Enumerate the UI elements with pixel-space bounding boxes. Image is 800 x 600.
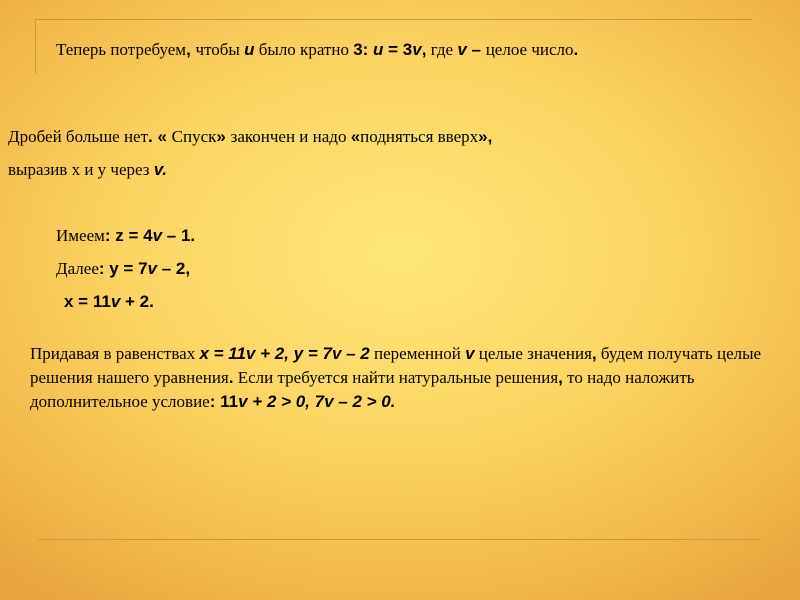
text-fragment: : z = 4: [104, 226, 153, 245]
text-fragment: ,: [186, 40, 196, 59]
text-fragment: «: [350, 127, 361, 146]
text-fragment: + 2.: [120, 292, 154, 311]
variable-v: v: [110, 292, 121, 311]
formula: v + 2 > 0, 7v – 2 > 0.: [238, 392, 396, 411]
text-fragment: –: [466, 40, 486, 59]
formula: x = 11v + 2, y = 7v – 2: [199, 344, 370, 363]
text-fragment: x = 11: [64, 292, 111, 311]
text-fragment: закончен и надо: [230, 127, 351, 146]
text-fragment: .: [573, 40, 579, 59]
text-fragment: переменной: [369, 344, 466, 363]
text-fragment: : y = 7: [98, 259, 148, 278]
text-fragment: целые значения: [474, 344, 592, 363]
text-fragment: – 2,: [157, 259, 191, 278]
equation-y: [56, 259, 190, 279]
text-fragment: было кратно: [254, 40, 354, 59]
text-fragment: чтобы: [195, 40, 245, 59]
text-fragment: Имеем: [56, 226, 105, 245]
variable-u: u: [244, 40, 255, 59]
text-fragment: где: [426, 40, 458, 59]
top-rule: [35, 19, 752, 20]
text-fragment: – 1.: [162, 226, 196, 245]
equation-z: [56, 226, 195, 246]
express-line: [8, 160, 167, 180]
variable-u: u: [373, 40, 384, 59]
text-fragment: Если требуется найти натуральные решения: [233, 368, 559, 387]
text-fragment: = 3: [383, 40, 413, 59]
text-fragment: ,: [558, 368, 563, 387]
text-fragment: подняться вверх: [360, 127, 479, 146]
variable-v: v: [465, 344, 475, 363]
text-fragment: целое число: [485, 40, 574, 59]
variable-v: v: [412, 40, 422, 59]
text-fragment: ,: [421, 40, 427, 59]
variable-v: v: [457, 40, 467, 59]
text-fragment: ,: [591, 344, 597, 363]
text-fragment: »,: [478, 127, 493, 146]
text-fragment: Далее: [56, 259, 99, 278]
text-fragment: Теперь потребуем: [56, 40, 187, 59]
statement-line: [56, 40, 578, 60]
text-fragment: »: [216, 127, 231, 146]
text-fragment: Придавая в равенствах: [30, 344, 200, 363]
variable-v: v.: [153, 160, 167, 179]
descent-line: [8, 127, 492, 147]
text-fragment: 3:: [353, 40, 374, 59]
bottom-rule: [38, 539, 760, 540]
text-fragment: выразив х и у через: [8, 160, 154, 179]
variable-v: v: [152, 226, 163, 245]
text-fragment: .: [228, 368, 234, 387]
conclusion-paragraph: [30, 342, 790, 414]
left-rule: [35, 19, 36, 74]
text-fragment: Спуск: [171, 127, 217, 146]
variable-v: v: [147, 259, 158, 278]
text-fragment: будем получать целые решения нашего уравнения: [30, 344, 762, 387]
text-fragment: Дробей больше нет: [8, 127, 149, 146]
text-fragment: 11: [215, 392, 239, 411]
text-fragment: то надо наложить дополнительное условие: [30, 368, 695, 411]
text-fragment: . «: [148, 127, 172, 146]
equation-x: [64, 292, 154, 312]
text-fragment: :: [209, 392, 216, 411]
